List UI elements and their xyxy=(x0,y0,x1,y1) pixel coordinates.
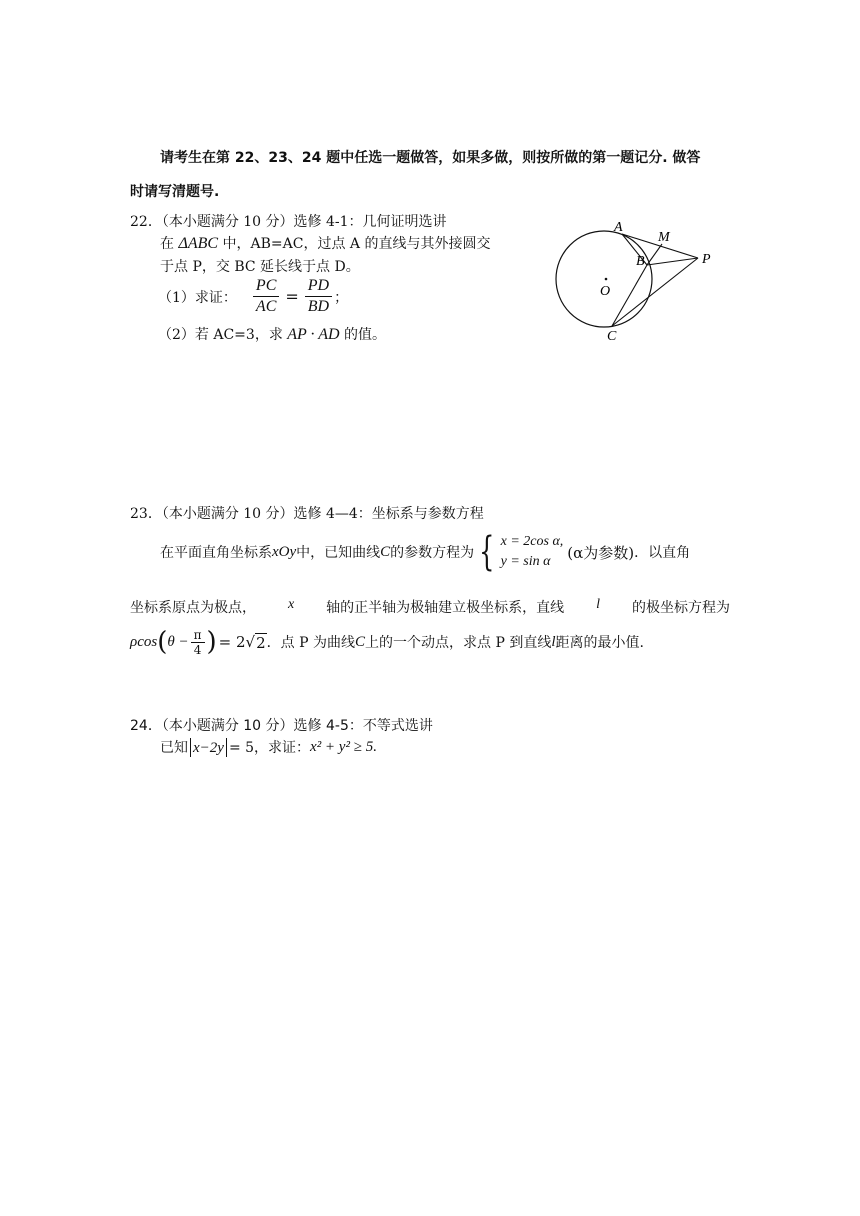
q23-line2-c: 的极坐标方程为 xyxy=(631,600,730,616)
q24-line1-b: = 5，求证： xyxy=(228,740,311,756)
q22-part2-prefix: （2）若 AC=3，求 xyxy=(158,327,288,343)
q24-line1 xyxy=(160,737,377,757)
q23-l-2: l xyxy=(551,633,556,650)
q23-line3-a: ．点 P 为曲线 xyxy=(266,635,355,651)
q23-xOy: xOy xyxy=(272,543,297,560)
q23-line3-b: 上的一个动点，求点 P 到直线 xyxy=(365,635,552,651)
q22-frac2-num: PD xyxy=(305,276,332,297)
q23-param-system xyxy=(474,529,564,575)
q22-equals: = xyxy=(285,287,299,306)
line-CP xyxy=(612,258,698,326)
q22-line1 xyxy=(160,233,490,253)
q23-x: x xyxy=(287,597,295,612)
label-B: B xyxy=(636,254,645,269)
q23-polar-lhs: ρcos xyxy=(130,633,158,650)
q23-brace: { xyxy=(479,529,495,575)
q22-frac1-den: AC xyxy=(255,298,277,315)
label-C: C xyxy=(607,329,617,344)
q24-abs-expr-text: x−2y xyxy=(193,739,224,756)
q23-param-note: (α为参数) xyxy=(567,543,635,562)
q23-line1 xyxy=(160,529,691,575)
q22-part2-expr: AP · AD xyxy=(287,326,340,343)
q23-eq-y: y = sin α xyxy=(500,554,551,569)
q23-line2-b: 轴的正半轴为极轴建立极坐标系，直线 xyxy=(326,600,565,616)
q22-frac1 xyxy=(253,276,279,317)
q22-part2 xyxy=(158,324,386,344)
q24-abs-expr xyxy=(190,738,227,757)
q23-line2 xyxy=(130,597,730,617)
q23-line3-c: 距离的最小值. xyxy=(555,635,644,651)
q23-line3: ρcos ( θ − $\frac{\pi}{4}$ ) = 2 √ 2 ．点 P 为曲线 C 上的一个动点，求点 P 到直线 l 距离的最小值. xyxy=(130,627,644,657)
q23-eq-x: x = 2cos α, xyxy=(500,534,564,549)
q23-header: 23．（本小题满分 10 分）选修 4—4：坐标系与参数方程 xyxy=(130,506,484,522)
q22-frac1-num: PC xyxy=(253,276,279,297)
q23-theta: θ − xyxy=(167,633,189,650)
q23-rparen: ) xyxy=(206,627,217,657)
line-BC xyxy=(612,265,647,326)
q23-line1-d: ．以直角 xyxy=(634,545,691,561)
q23-sqrt-arg: 2 xyxy=(256,633,266,652)
q22-line1-prefix: 在 xyxy=(160,236,179,252)
q22-part1-end: ； xyxy=(334,289,349,306)
q23-line1-c: 的参数方程为 xyxy=(390,545,475,561)
q22-triangle: ΔABC xyxy=(178,235,219,252)
q22-line1-suffix: 中，AB=AC，过点 A 的直线与其外接圆交 xyxy=(218,236,491,252)
line-MB xyxy=(647,244,662,265)
label-A: A xyxy=(614,220,623,235)
q23-pi-frac xyxy=(191,628,205,657)
q22-header: 22．（本小题满分 10 分）选修 4-1：几何证明选讲 xyxy=(130,214,447,230)
q22-geometry-figure xyxy=(550,205,730,345)
label-P: P xyxy=(702,252,711,267)
q24-ineq: x² + y² ≥ 5. xyxy=(310,738,377,755)
q22-line2: 于点 P，交 BC 延长线于点 D。 xyxy=(160,259,360,275)
center-dot xyxy=(605,278,608,281)
instructions-line1: 请考生在第 22、23、24 题中任选一题做答，如果多做，则按所做的第一题记分. 做答 xyxy=(160,150,701,166)
q23-pi: π xyxy=(191,628,205,643)
q23-line1-a: 在平面直角坐标系 xyxy=(160,545,272,561)
q22-part1 xyxy=(158,276,348,317)
q22-part1-label: （1）求证： xyxy=(158,289,237,306)
q24-line1-a: 已知 xyxy=(160,740,188,756)
label-M: M xyxy=(658,230,670,245)
label-O: O xyxy=(600,284,611,299)
q23-line1-b: 中，已知曲线 xyxy=(296,545,381,561)
q23-C: C xyxy=(380,543,391,560)
q23-lparen: ( xyxy=(157,627,168,657)
q23-four: 4 xyxy=(193,642,202,657)
q23-l: l xyxy=(596,597,601,612)
circumcircle xyxy=(556,231,652,327)
q22-part2-suffix: 的值。 xyxy=(339,327,387,343)
q24-header: 24．（本小题满分 10 分）选修 4-5：不等式选讲 xyxy=(130,718,433,734)
instructions-line2: 时请写清题号. xyxy=(130,184,220,200)
q23-C-2: C xyxy=(354,633,365,650)
q23-polar-rhs: = 2 xyxy=(218,633,246,651)
q22-frac2 xyxy=(305,276,332,317)
q22-frac2-den: BD xyxy=(307,298,330,315)
q23-line2-a: 坐标系原点为极点， xyxy=(130,600,256,616)
